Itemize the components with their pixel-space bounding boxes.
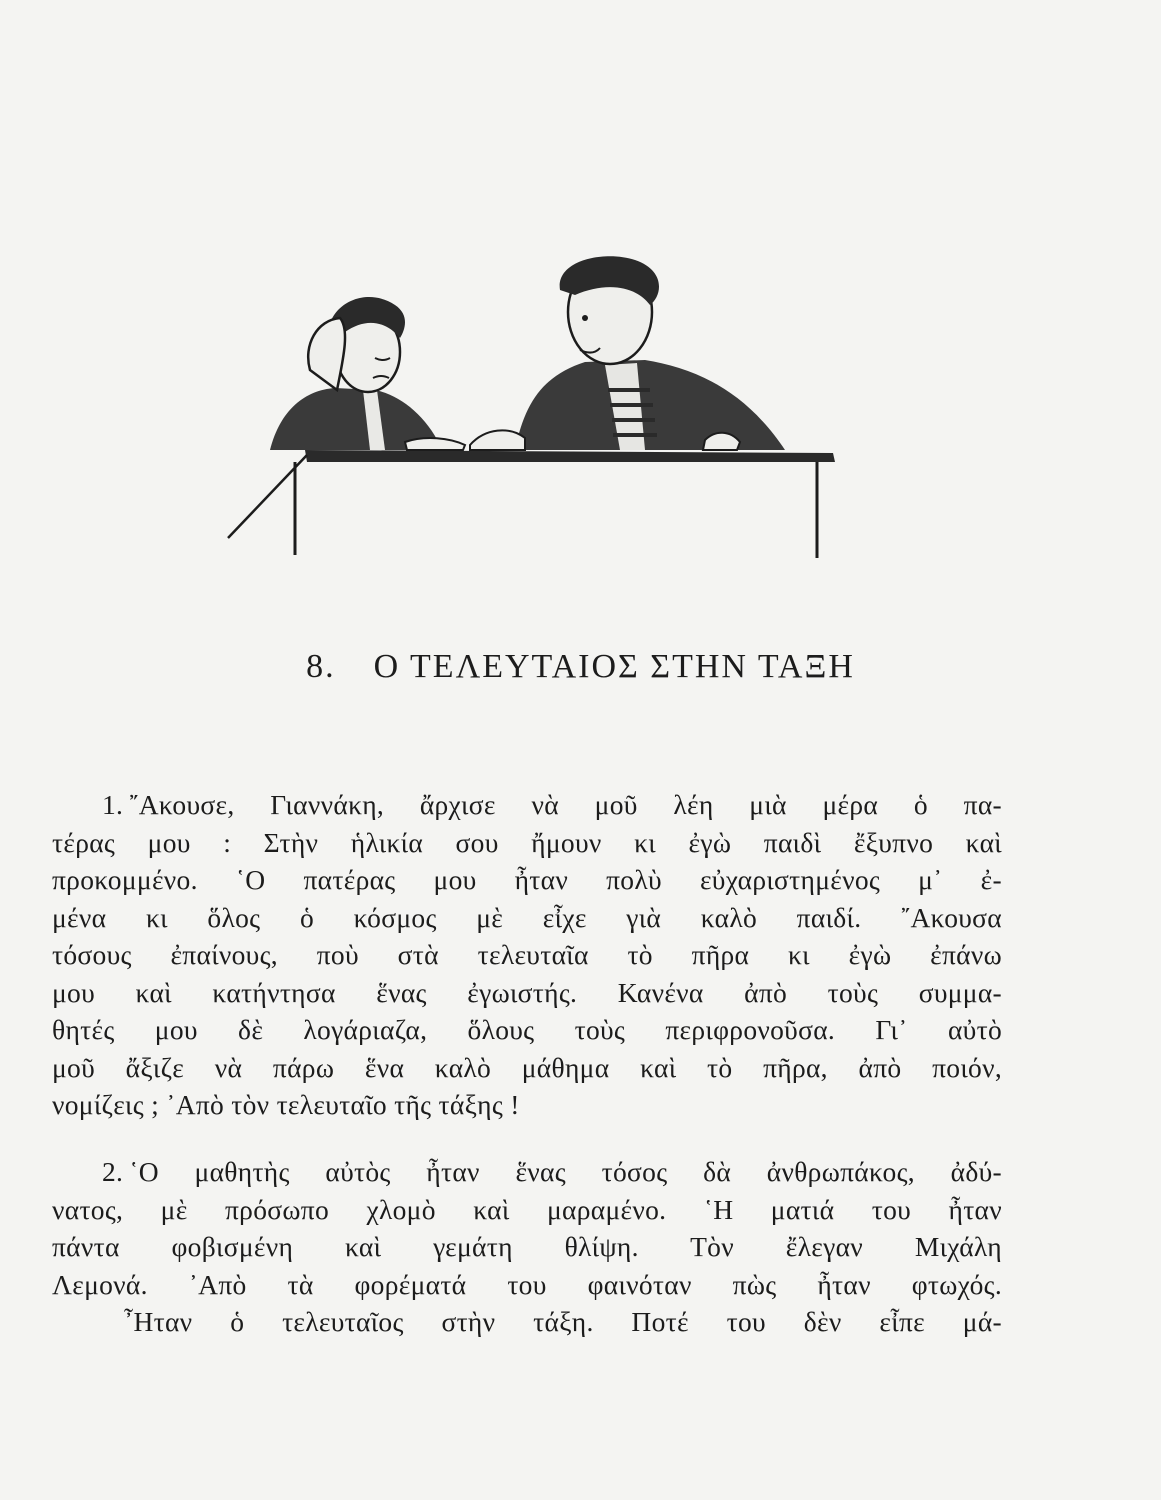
chapter-number: 8. — [306, 648, 336, 685]
paragraph-2 — [52, 1153, 1002, 1341]
text-line: μου καὶ κατήντησα ἕνας ἐγωιστής. Κανένα ἀπὸ τοὺς συμμα- — [52, 976, 1002, 1008]
chapter-title: Ο ΤΕΛΕΥΤΑΙΟΣ ΣΤΗΝ ΤΑΞΗ — [373, 648, 855, 685]
paragraph-number: 1. — [102, 789, 124, 820]
text-line: μένα κι ὅλος ὁ κόσμος μὲ εἶχε γιὰ καλὸ παιδί. ῎Ακουσα — [52, 901, 1002, 933]
chapter-heading — [0, 648, 1161, 686]
text-line: τόσους ἐπαίνους, ποὺ στὰ τελευταῖα τὸ πῆρα κι ἐγὼ ἐπάνω — [52, 939, 1002, 970]
text-line: τέρας μου : Στὴν ἡλικία σου ἤμουν κι ἐγὼ παιδὶ ἔξυπνο καὶ — [52, 826, 1002, 858]
text-line: 1. ῎Ακουσε, Γιαννάκη, ἄρχισε νὰ μοῦ λέη μιὰ μέρα ὁ πα- — [102, 789, 1002, 820]
text-line: νατος, μὲ πρόσωπο χλομὸ καὶ μαραμένο. ῾Η ματιά του ἦταν — [52, 1193, 1002, 1225]
text-line: προκομμένο. ῾Ο πατέρας μου ἦταν πολὺ εὐχαριστημένος μ᾽ ἐ- — [52, 864, 1002, 895]
text-line: μοῦ ἄξιζε νὰ πάρω ἕνα καλὸ μάθημα καὶ τὸ πῆρα, ἀπὸ ποιόν, — [52, 1051, 1002, 1083]
text-line: Λεμονά. ᾽Απὸ τὰ φορέματά του φαινόταν πὼς ἦταν φτωχός. — [52, 1268, 1002, 1300]
text-line: νομίζεις ; ᾽Απὸ τὸν τελευταῖο τῆς τάξης ! — [52, 1089, 520, 1120]
paragraph-number: 2. — [102, 1156, 124, 1187]
two-schoolboys-illustration — [225, 250, 840, 560]
text-line: θητές μου δὲ λογάριαζα, ὅλους τοὺς περιφρονοῦσα. Γι᾽ αὐτὸ — [52, 1014, 1002, 1045]
paragraph-1 — [52, 786, 1002, 1124]
text-line: 2. ῾Ο μαθητὴς αὐτὸς ἦταν ἕνας τόσος δὰ ἀνθρωπάκος, ἀδύ- — [102, 1156, 1002, 1187]
text-line: πάντα φοβισμένη καὶ γεμάτη θλίψη. Τὸν ἔλεγαν Μιχάλη — [52, 1231, 1002, 1262]
text-line: ῏Ηταν ὁ τελευταῖος στὴν τάξη. Ποτέ του δὲν εἶπε μά- — [124, 1306, 1002, 1337]
